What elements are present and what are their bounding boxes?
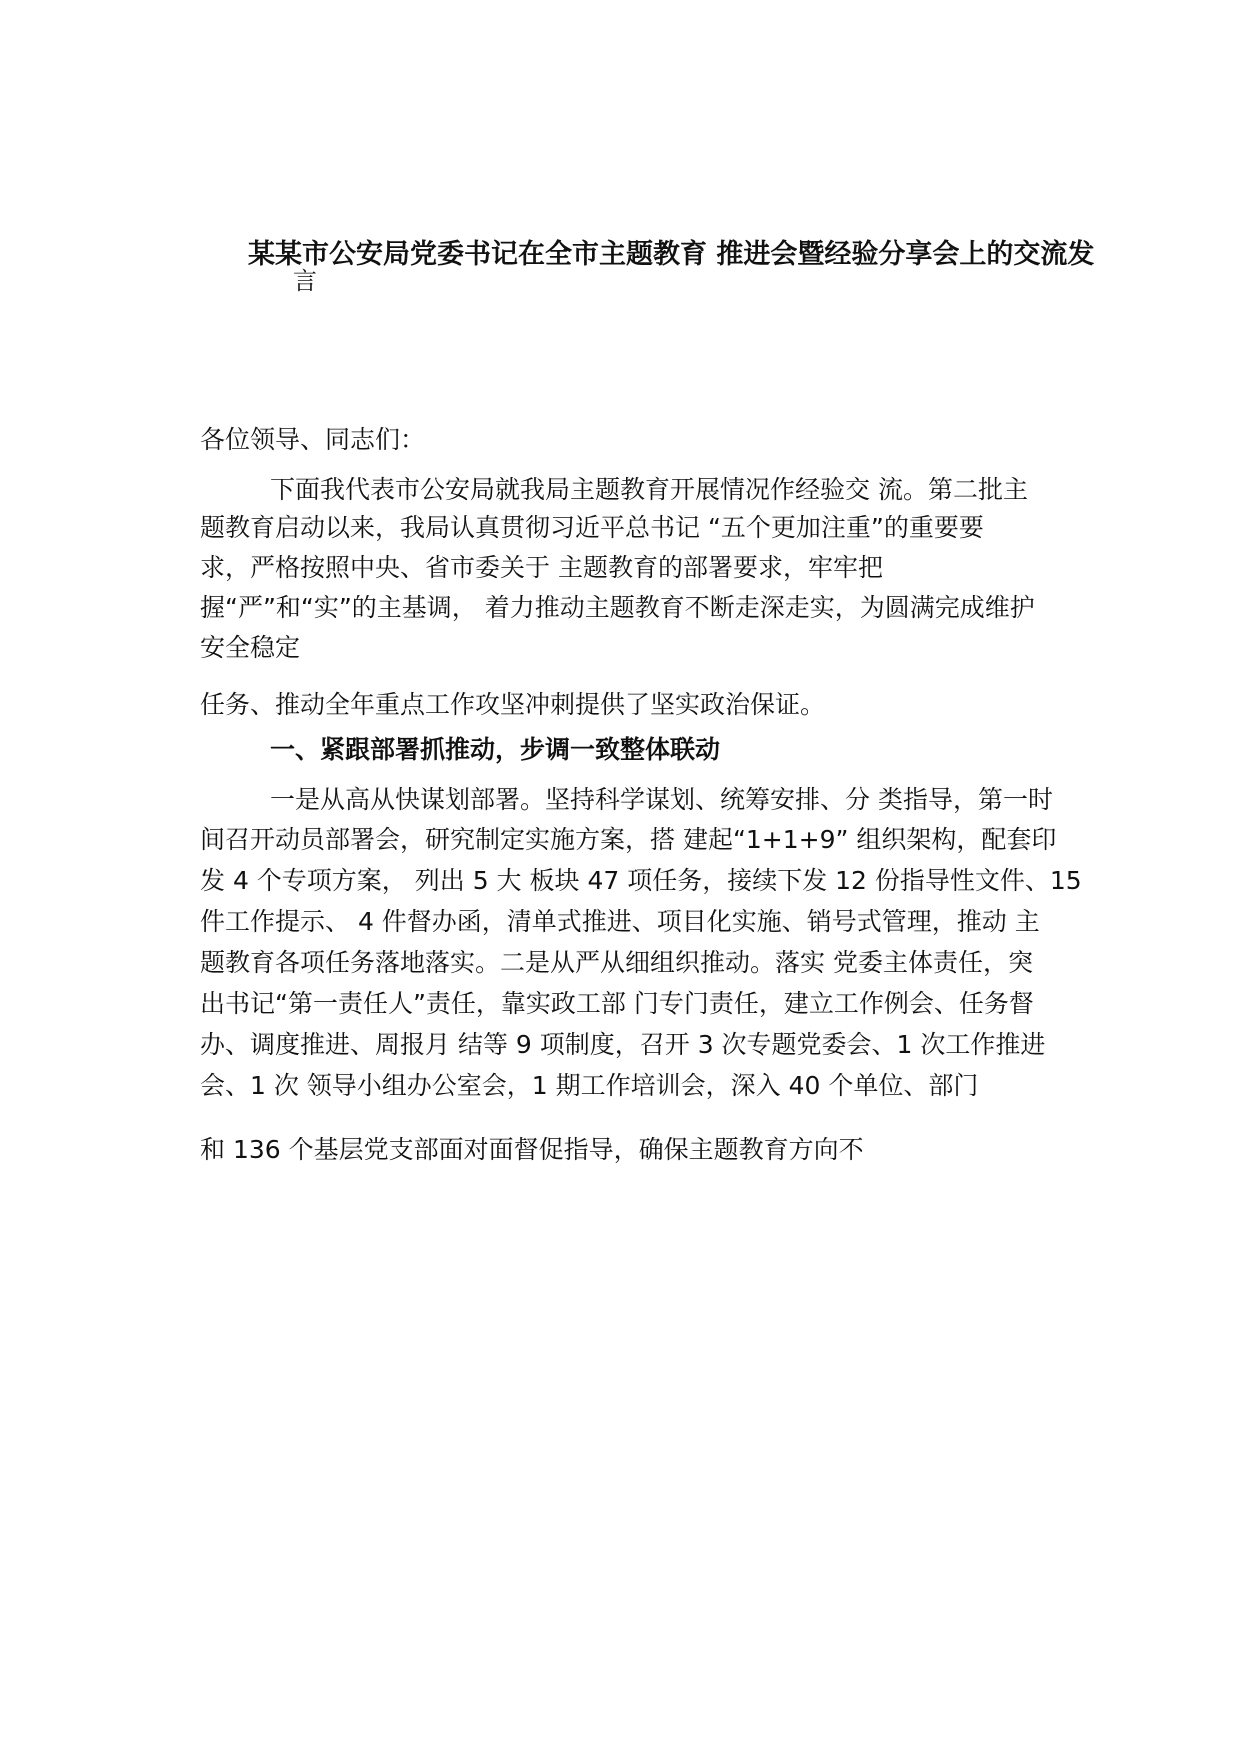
paragraph-line: 安全稳定: [200, 633, 301, 662]
paragraph-line: 和 136 个基层党支部面对面督促指导，确保主题教育方向不: [200, 1135, 864, 1164]
paragraph-line: 一是从高从快谋划部署。坚持科学谋划、统筹安排、分 类指导，第一时: [270, 785, 1053, 814]
paragraph-line: 件工作提示、 4 件督办函，清单式推进、项目化实施、销号式管理，推动 主: [200, 907, 1040, 936]
paragraph-line: 办、调度推进、周报月 结等 9 项制度，召开 3 次专题党委会、1 次工作推进: [200, 1030, 1046, 1059]
document-title: 某某市公安局党委书记在全市主题教育 推进会暨经验分享会上的交流发: [248, 239, 1095, 270]
paragraph-line: 发 4 个专项方案， 列出 5 大 板块 47 项任务，接续下发 12 份指导性文件、15: [200, 866, 1082, 895]
section-heading: 一、紧跟部署抓推动，步调一致整体联动: [270, 735, 721, 764]
paragraph-line: 任务、推动全年重点工作攻坚冲刺提供了坚实政治保证。: [200, 690, 826, 719]
paragraph-line: 出书记“第一责任人”责任，靠实政工部 门专门责任，建立工作例会、任务督: [200, 989, 1034, 1018]
document-title-continuation: 言: [293, 267, 317, 295]
paragraph-line: 题教育启动以来，我局认真贯彻习近平总书记 “五个更加注重”的重要要: [200, 513, 984, 542]
paragraph-line: 会、1 次 领导小组办公室会，1 期工作培训会，深入 40 个单位、部门: [200, 1071, 979, 1100]
paragraph-line: 题教育各项任务落地落实。二是从严从细组织推动。落实 党委主体责任，突: [200, 948, 1033, 977]
salutation: 各位领导、同志们：: [200, 425, 426, 454]
paragraph-line: 握“严”和“实”的主基调， 着力推动主题教育不断走深走实，为圆满完成维护: [200, 593, 1035, 622]
paragraph-line: 下面我代表市公安局就我局主题教育开展情况作经验交 流。第二批主: [270, 475, 1028, 504]
paragraph-line: 求，严格按照中央、省市委关于 主题教育的部署要求，牢牢把: [200, 553, 883, 582]
paragraph-line: 间召开动员部署会，研究制定实施方案，搭 建起“1+1+9” 组织架构，配套印: [200, 825, 1057, 854]
